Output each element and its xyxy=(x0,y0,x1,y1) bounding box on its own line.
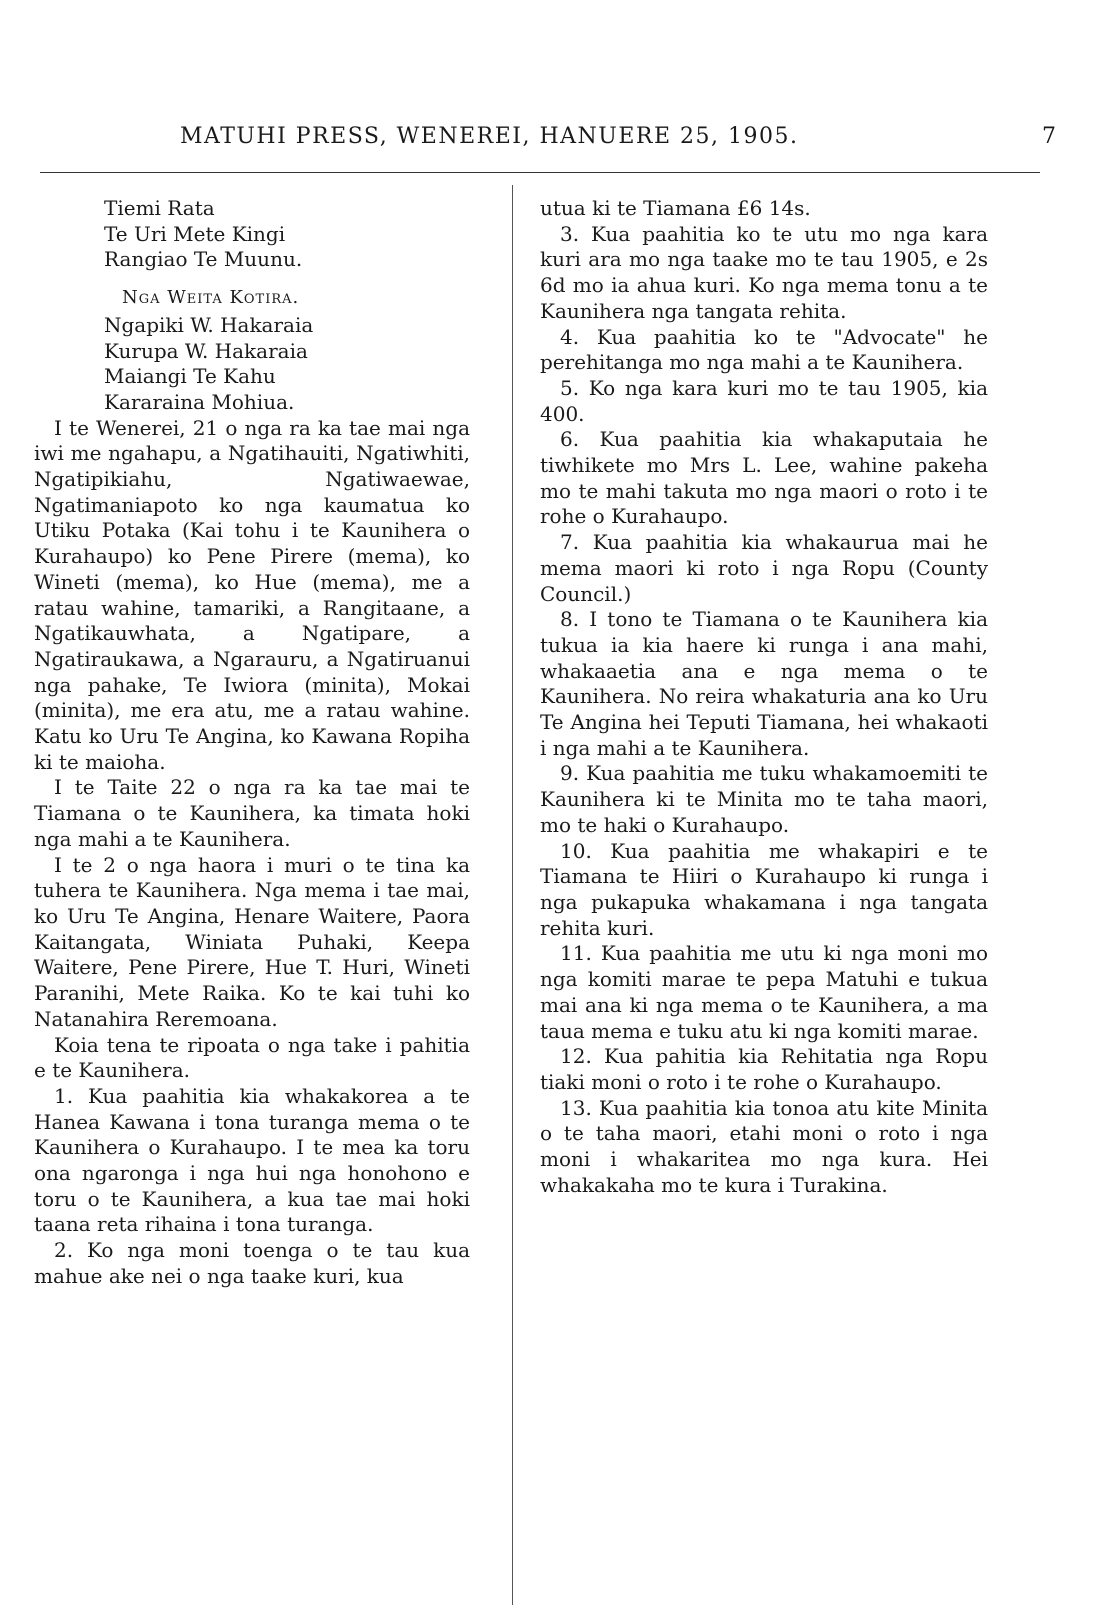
article-paragraph: 12. Kua pahitia kia Rehitatia nga Ropu tiaki moni o roto i te rohe o Kurahaupo. xyxy=(540,1044,988,1094)
name-line: Maiangi Te Kahu xyxy=(104,364,276,389)
name-line: Rangiao Te Muunu. xyxy=(104,247,303,272)
name-line: Te Uri Mete Kingi xyxy=(104,221,286,246)
article-paragraph: 7. Kua paahitia kia whakaurua mai he mema maori ki roto i nga Ropu (County Council.) xyxy=(540,530,988,606)
article-paragraph: I te Wenerei, 21 o nga ra ka tae mai nga iwi me ngahapu, a Ngatihauiti, Ngatiwhiti, Ngatipikiahu, Ngatiwaewae, Ngatimaniapoto ko nga kaumatua ko Utiku Potaka (Kai tohu i te Kaunihera o Kurahaupo) ko Pene Pirere (mema), ko Wineti (mema), ko Hue (mema), me a ratau wahine, tamariki, a Rangitaane, a Ngatikauwhata, a Ngatipare, a Ngatiraukawa, a Ngarauru, a Ngatiruanui nga pahake, Te Iwiora (minita), Mokai (minita), me era atu, me a ratau wahine. Katu ko Uru Te Angina, ko Kawana Ropiha ki te maioha. xyxy=(34,415,470,774)
name-line: Ngapiki W. Hakaraia xyxy=(104,312,314,337)
article-paragraph: utua ki te Tiamana £6 14s. xyxy=(540,196,811,220)
newspaper-masthead: MATUHI PRESS, WENEREI, HANUERE 25, 1905. xyxy=(180,124,799,149)
page-number: 7 xyxy=(1042,124,1056,149)
article-paragraph: 3. Kua paahitia ko te utu mo nga kara kuri ara mo nga taake mo te tau 1905, e 2s 6d mo ia ahua kuri. Ko nga mema tonu a te Kaunihera nga tangata rehita. xyxy=(540,221,988,323)
article-paragraph: Koia tena te ripoata o nga take i pahitia e te Kaunihera. xyxy=(34,1032,470,1083)
article-paragraph: 4. Kua paahitia ko te "Advocate" he perehitanga mo nga mahi a te Kaunihera. xyxy=(540,324,988,375)
article-paragraph: 6. Kua paahitia kia whakaputaia he tiwhikete mo Mrs L. Lee, wahine pakeha mo te mahi takuta mo nga maori o roto i te rohe o Kurahaupo. xyxy=(540,427,988,529)
section-heading: Nga Weita Kotira. xyxy=(122,287,300,309)
article-paragraph: 11. Kua paahitia me utu ki nga moni mo nga komiti marae te pepa Matuhi e tukua mai ana ki nga mema o te Kaunihera, a ma taua mema e tuku atu ki nga komiti marae. xyxy=(540,941,988,1043)
article-paragraph: 1. Kua paahitia kia whakakorea a te Hanea Kawana i tona turanga mema o te Kaunihera o Kurahaupo. I te mea ka toru ona ngaronga i nga hui nga honohono e toru o te Kaunihera, a kua tae mai hoki taana reta rihaina i tona turanga. xyxy=(34,1083,470,1237)
column-divider xyxy=(512,185,513,1605)
header-rule xyxy=(40,172,1040,173)
left-column xyxy=(34,196,470,1290)
name-line: Kurupa W. Hakaraia xyxy=(104,338,308,363)
name-line: Tiemi Rata xyxy=(104,196,215,220)
name-line: Kararaina Mohiua. xyxy=(104,389,295,414)
article-paragraph: 9. Kua paahitia me tuku whakamoemiti te Kaunihera ki te Minita mo te taha maori, mo te haki o Kurahaupo. xyxy=(540,761,988,837)
article-paragraph: 13. Kua paahitia kia tonoa atu kite Minita o te taha maori, etahi moni o roto i nga moni i whakaritea mo nga kura. Hei whakakaha mo te kura i Turakina. xyxy=(540,1095,988,1197)
article-paragraph: I te Taite 22 o nga ra ka tae mai te Tiamana o te Kaunihera, ka timata hoki nga mahi a te Kaunihera. xyxy=(34,775,470,851)
article-paragraph: 8. I tono te Tiamana o te Kaunihera kia tukua ia kia haere ki runga i ana mahi, whakaaetia ana e nga mema o te Kaunihera. No reira whakaturia ana ko Uru Te Angina hei Teputi Tiamana, hei whakaoti i nga mahi a te Kaunihera. xyxy=(540,607,988,760)
article-paragraph: 2. Ko nga moni toenga o te tau kua mahue ake nei o nga taake kuri, kua xyxy=(34,1238,470,1288)
page-header xyxy=(40,124,1080,164)
article-paragraph: 5. Ko nga kara kuri mo te tau 1905, kia 400. xyxy=(540,375,988,426)
article-paragraph: 10. Kua paahitia me whakapiri e te Tiamana te Hiiri o Kurahaupo ki runga i nga pukapuka whakamana i nga tangata rehita kuri. xyxy=(540,838,988,940)
right-column xyxy=(540,196,988,1198)
article-paragraph: I te 2 o nga haora i muri o te tina ka tuhera te Kaunihera. Nga mema i tae mai, ko Uru Te Angina, Henare Waitere, Paora Kaitangata, Winiata Puhaki, Keepa Waitere, Pene Pirere, Hue T. Huri, Wineti Paranihi, Mete Raika. Ko te kai tuhi ko Natanahira Reremoana. xyxy=(34,852,470,1031)
